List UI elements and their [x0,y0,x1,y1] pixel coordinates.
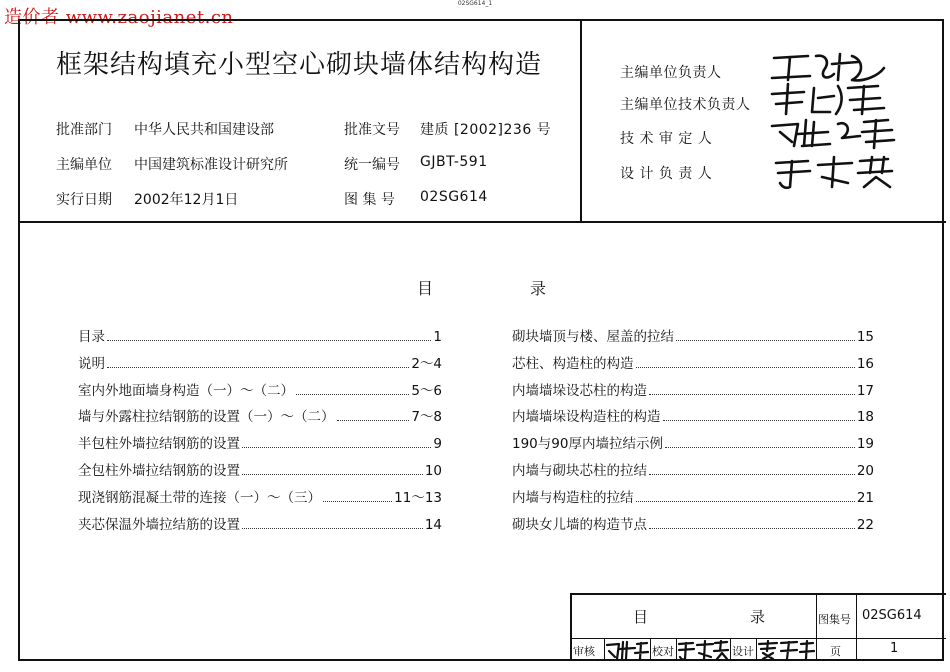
title-block-top-border [570,593,946,595]
sheet-title-left: 目 [633,608,649,626]
toc-item-page: 11～13 [394,490,442,506]
toc-item-page: 20 [856,463,874,479]
toc-item-title: 砌块女儿墙的构造节点 [512,517,647,533]
toc-item-page: 14 [424,517,442,533]
toc-item[interactable] [512,352,874,372]
approve-dept-label: 批准部门 [56,122,112,138]
toc-item-title: 内墙墙垛设芯柱的构造 [512,383,647,399]
dot-leader [649,474,855,475]
dot-leader [242,528,423,529]
toc-item-page: 16 [856,356,874,372]
title-block-sign-divider [650,639,651,661]
title-block-col-divider [816,593,817,661]
title-block-sign-divider [730,639,731,661]
chief-unit-head-label: 主编单位负责人 [620,65,722,81]
header-divider [18,221,946,223]
unified-no-label: 统一编号 [344,157,400,173]
dot-leader [296,394,409,395]
toc-item-title: 目录 [78,329,105,345]
toc-item-page: 5～6 [411,383,442,399]
atlas-title: 框架结构填充小型空心砌块墙体结构构造 [56,50,543,80]
toc-item[interactable] [78,513,442,533]
toc-item[interactable] [512,405,874,425]
dot-leader [676,340,855,341]
toc-item-page: 7～8 [411,409,442,425]
toc-item-page: 18 [856,409,874,425]
toc-item[interactable] [78,459,442,479]
watermark: 造价者 www.zaojianet.cn [4,7,234,28]
title-block-col-divider [856,593,857,661]
atlas-no-label: 图 集 号 [344,192,395,208]
toc-item-page: 10 [424,463,442,479]
toc-item-title: 砌块墙顶与楼、屋盖的拉结 [512,329,674,345]
dot-leader [665,447,855,448]
toc-item[interactable] [78,379,442,399]
toc-item-title: 半包柱外墙拉结钢筋的设置 [78,436,240,452]
dot-leader [337,420,410,421]
toc-item-page: 19 [856,436,874,452]
design-head-label: 设 计 负 责 人 [620,166,713,182]
impl-date-value: 2002年12月1日 [134,192,239,208]
approve-doc-label: 批准文号 [344,122,400,138]
checker-signature [677,639,729,661]
toc-item[interactable] [512,432,874,452]
chief-tech-head-label: 主编单位技术负责人 [620,97,751,113]
chief-unit-value: 中国建筑标准设计研究所 [134,157,288,173]
dot-leader [107,340,431,341]
toc-item-page: 17 [856,383,874,399]
toc-item[interactable] [78,325,442,345]
toc-item[interactable] [512,459,874,479]
tech-reviewer-signature [768,116,898,150]
design-head-signature [768,155,898,189]
toc-item-page: 9 [433,436,442,452]
toc-item[interactable] [78,432,442,452]
toc-item-title: 墙与外露柱拉结钢筋的设置（一）～（二） [78,409,335,425]
atlas-no-value: 02SG614 [862,608,922,623]
file-code: 02SG614_1 [457,0,493,7]
toc-item-title: 说明 [78,356,105,372]
toc-item-page: 15 [856,329,874,345]
toc-item-page: 1 [433,329,442,345]
toc-item[interactable] [512,325,874,345]
designer-signature [757,639,815,661]
dot-leader [242,474,423,475]
toc-item-page: 22 [856,517,874,533]
toc-item-page: 2～4 [411,356,442,372]
toc-item[interactable] [78,405,442,425]
dot-leader [663,420,855,421]
dot-leader [649,528,855,529]
atlas-no-label: 图集号 [818,613,851,626]
toc-item[interactable] [78,352,442,372]
header-vertical-divider [580,19,582,223]
chief-unit-label: 主编单位 [56,157,112,173]
toc-item[interactable] [512,379,874,399]
toc-item-title: 190与90厚内墙拉结示例 [512,436,663,452]
chief-unit-head-signature [768,50,898,84]
page-number: 1 [890,641,899,656]
atlas-no-value: 02SG614 [420,189,488,205]
dot-leader [242,447,431,448]
review-label: 审核 [573,645,595,658]
dot-leader [636,367,855,368]
toc-item-title: 室内外地面墙身构造（一）～（二） [78,383,294,399]
toc-item-title: 芯柱、构造柱的构造 [512,356,634,372]
dot-leader [636,501,855,502]
chief-tech-head-signature [768,82,898,116]
unified-no-value: GJBT-591 [420,154,488,170]
approve-doc-value: 建质 [2002]236 号 [420,122,552,138]
reviewer-signature [605,639,649,661]
toc-item[interactable] [512,486,874,506]
dot-leader [649,394,855,395]
approve-dept-value: 中华人民共和国建设部 [134,122,274,138]
toc-item-title: 内墙墙垛设构造柱的构造 [512,409,661,425]
toc-item[interactable] [512,513,874,533]
dot-leader [107,367,409,368]
title-block-left-border [570,593,572,661]
toc-item-title: 内墙与砌块芯柱的拉结 [512,463,647,479]
toc-item-page: 21 [856,490,874,506]
toc-item-title: 夹芯保温外墙拉结筋的设置 [78,517,240,533]
dot-leader [323,501,392,502]
design-label: 设计 [732,645,754,658]
toc-item[interactable] [78,486,442,506]
toc-item-title: 全包柱外墙拉结钢筋的设置 [78,463,240,479]
toc-item-title: 现浇钢筋混凝土带的连接（一）～（三） [78,490,321,506]
toc-item-title: 内墙与构造柱的拉结 [512,490,634,506]
toc-heading-left: 目 [417,279,434,298]
sheet-title-right: 录 [750,608,766,626]
check-label: 校对 [652,645,674,658]
page-label: 页 [830,645,841,658]
toc-heading-right: 录 [530,279,547,298]
impl-date-label: 实行日期 [56,192,112,208]
tech-reviewer-label: 技 术 审 定 人 [620,131,713,147]
